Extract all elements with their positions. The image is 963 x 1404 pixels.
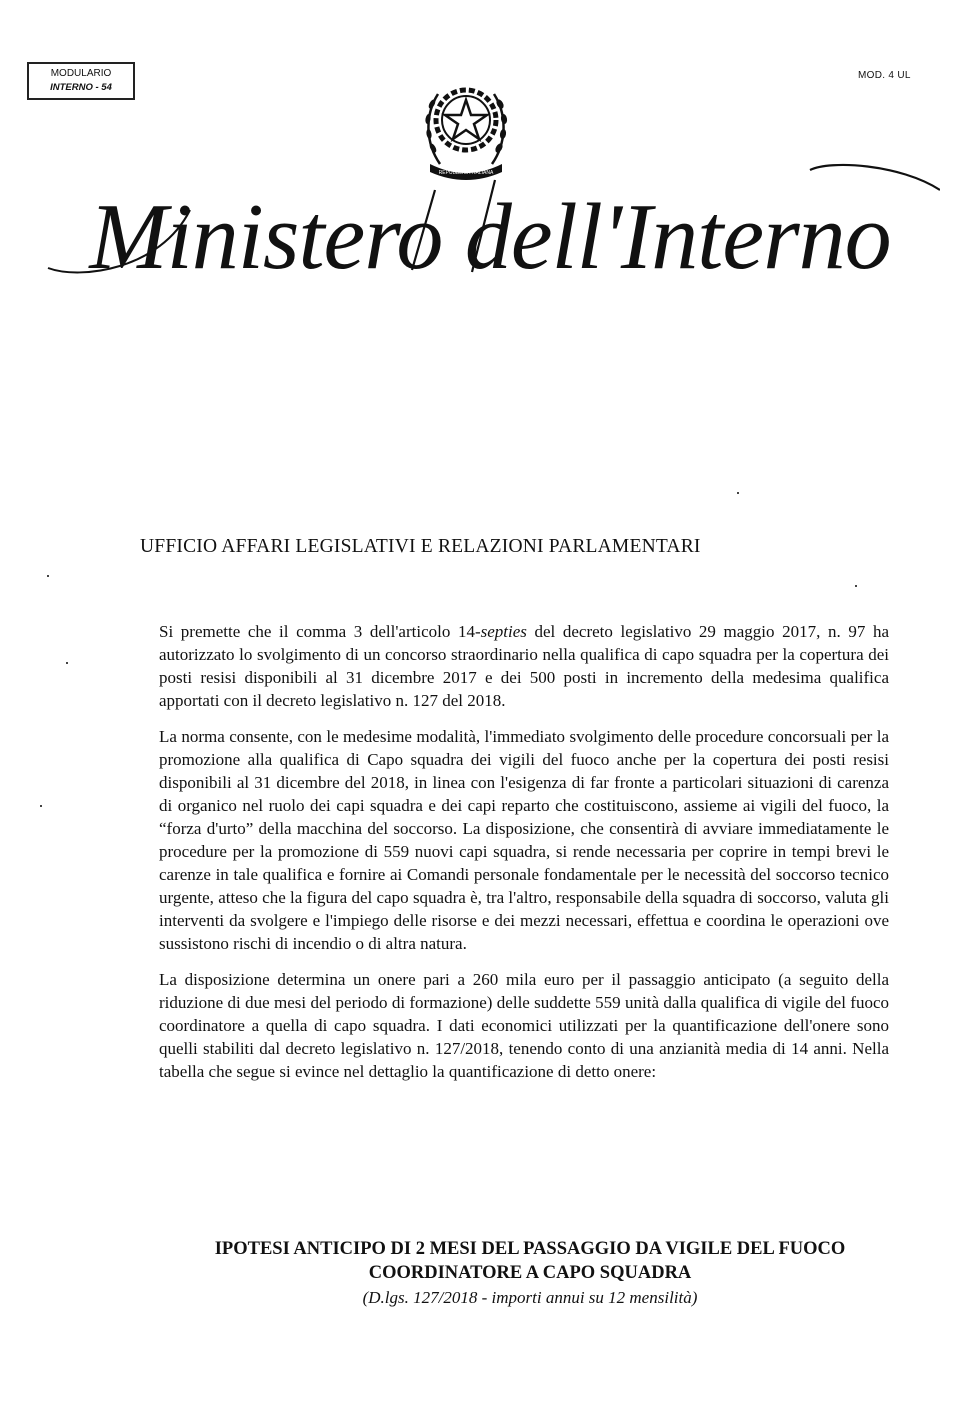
table-heading [140, 1237, 920, 1285]
emblem-ribbon-text: REPUBBLICA ITALIANA [438, 170, 494, 176]
table-subtitle: (D.lgs. 127/2018 - importi annui su 12 mensilità) [362, 1288, 698, 1307]
scan-speck [40, 805, 42, 807]
modulario-label: MODULARIO [50, 68, 112, 79]
table-heading-line1: IPOTESI ANTICIPO DI 2 MESI DEL PASSAGGIO DA VIGILE DEL FUOCO [214, 1239, 846, 1259]
scan-speck [737, 492, 739, 494]
ministry-title [40, 150, 940, 310]
modulario-code: INTERNO - 54 [50, 82, 112, 93]
paragraph-1: Si premette che il comma 3 dell'articolo 14-septies del decreto legislativo 29 maggio 2017, n. 97 ha autorizzato lo svolgimento di un concorso straordinario nella qualifica di capo squadra per la copertura dei posti resisi disponibili al 31 dicembre 2017 e dei 500 posti in incremento della medesima qualifica apportati con il decreto legislativo n. 127 del 2018. [159, 622, 889, 710]
scan-speck [66, 662, 68, 664]
mod-code: MOD. 4 UL [858, 70, 911, 81]
body-text [159, 620, 889, 1096]
scan-speck [855, 585, 857, 587]
modulario-box [27, 62, 135, 100]
office-heading: UFFICIO AFFARI LEGISLATIVI E RELAZIONI PARLAMENTARI [140, 536, 701, 557]
ministry-title-text: Ministero dell'Interno [89, 185, 891, 289]
scan-speck [47, 575, 49, 577]
paragraph-3: La disposizione determina un onere pari a 260 mila euro per il passaggio anticipato (a seguito della riduzione di due mesi del periodo di formazione) delle suddette 559 unità dalla qualifica di vigile del fuoco coordinatore a quella di capo squadra. I dati economici utilizzati per la quantificazione dell'onere sono quelli stabiliti dal decreto legislativo n. 127/2018, tenendo conto di una anzianità media di 14 anni. Nella tabella che segue si evince nel dettaglio la quantificazione di detto onere: [159, 970, 889, 1081]
paragraph-2: La norma consente, con le medesime modalità, l'immediato svolgimento delle procedure concorsuali per la promozione alla qualifica di Capo squadra dei vigili del fuoco anche per la copertura dei posti resisi disponibili al 31 dicembre del 2018, in linea con l'esigenza di far fronte a particolari situazioni di carenza di organico nel ruolo dei capi squadra e dei capi reparto che costituiscono, assieme ai vigili del fuoco, la “forza d'urto” della macchina del soccorso. La disposizione, che consentirà di avviare immediatamente le procedure per la promozione di 559 nuovi capi squadra, si rende necessaria per coprire in tempi brevi le carenze in tale qualifica e fornire ai Comandi personale fondamentale per le necessità del soccorso tecnico urgente, atteso che la figura del capo squadra è, tra l'altro, responsabile della squadra di soccorso, valuta gli interventi da svolgere e l'impiego delle risorse e dei mezzi necessari, effettua e coordina le operazioni ove sussistono rischi di incendio o di altra natura. [159, 727, 889, 953]
table-heading-line2: COORDINATORE A CAPO SQUADRA [368, 1263, 692, 1283]
